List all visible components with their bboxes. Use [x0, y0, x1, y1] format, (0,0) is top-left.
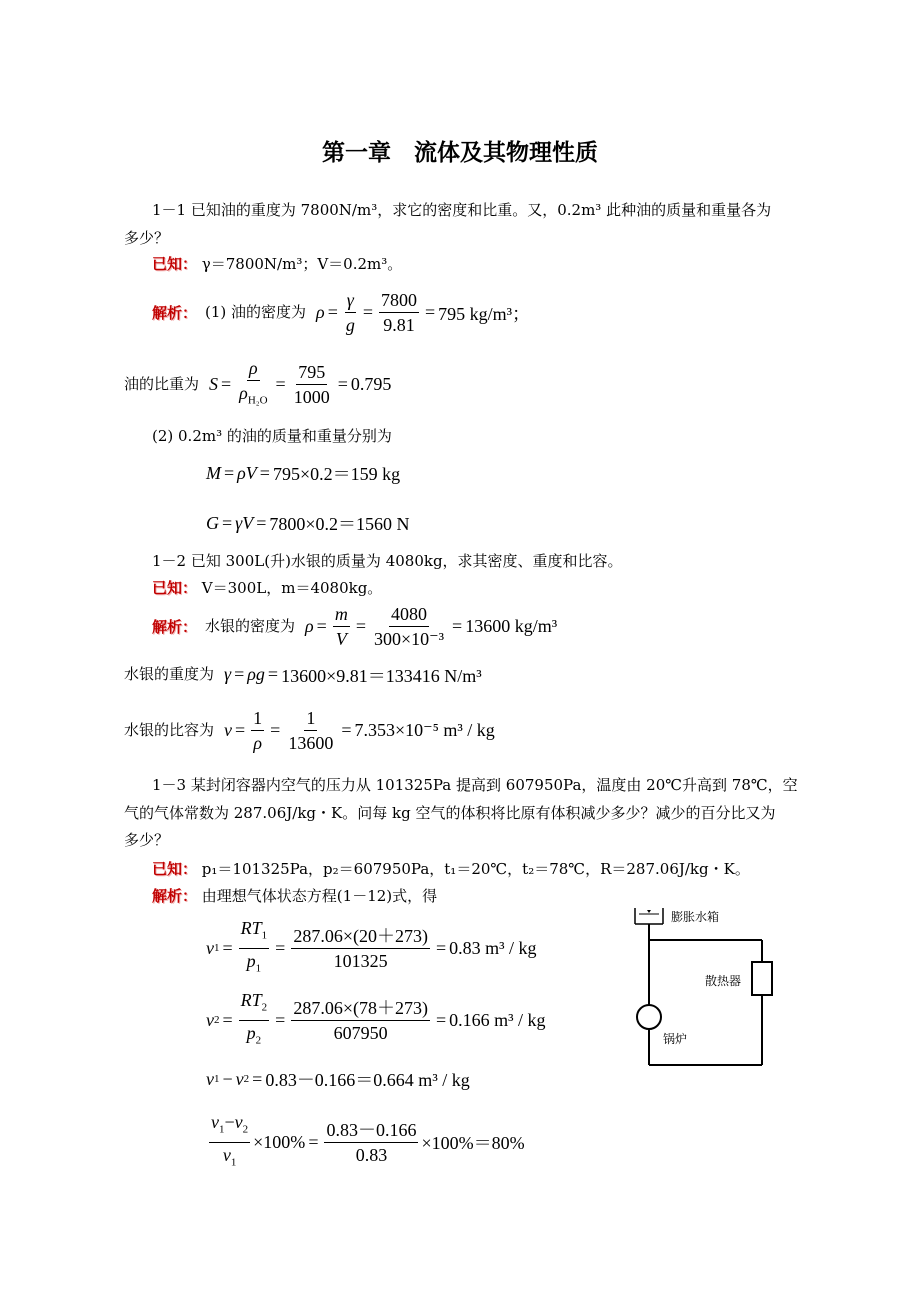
hg-weight-text: 水银的重度为 [124, 665, 215, 683]
radiator-label: 散热器 [705, 974, 742, 988]
hg-density-text: 水银的密度为 [205, 617, 296, 635]
hg-weight-eq: 13600×9.81＝133416 N/m³ [281, 665, 482, 686]
diff-eq: 0.83－0.166＝0.664 m³ / kg [265, 1070, 470, 1090]
hg-density-result: 13600 kg/m³ [465, 616, 558, 636]
solution-label: 解析： [152, 618, 198, 636]
pct-result: ×100%＝80% [421, 1133, 525, 1154]
sg-den: 1000 [293, 386, 330, 407]
hg-specvol-text: 水银的比容为 [124, 721, 215, 739]
v2-formula: v 2 = $\frac{RT_2}{p_2}$ = $\frac{287.06\times(78+273)}{607950}$ = 0.166 m³ / kg [206, 990, 546, 1047]
hg-weight [124, 660, 482, 689]
problem-1-3-line1: 1－3 某封闭容器内空气的压力从 101325Pa 提高到 607950Pa，温度由 20℃升高到 78℃，空 [152, 776, 798, 794]
specific-gravity [124, 358, 391, 411]
expansion-tank-icon [635, 908, 663, 924]
known-label: 已知： [152, 579, 198, 597]
hg-specvol-formula: v = $\frac{1}{\rho}$ = $\frac{1}{13600}$ = 7.353×10⁻⁵ m³ / kg [224, 708, 495, 753]
weight-formula: G = γV = 7800×0.2＝1560 N [206, 510, 410, 536]
hg-specvol-result: 7.353×10⁻⁵ m³ / kg [354, 720, 495, 740]
sg-formula: S = $\frac{\rho}{\rho_{H_2O}}$ = $\frac{795}{1000}$ = 0.795 [209, 358, 392, 407]
pct-den: 0.83 [355, 1144, 388, 1165]
problem-1-3-line3: 多少？ [124, 831, 170, 849]
solution-label: 解析： [152, 304, 198, 322]
diff-formula: v 1 − v 2 = 0.83－0.166＝0.664 m³ / kg [206, 1066, 470, 1092]
v1-formula: v 1 = $\frac{RT_1}{p_1}$ = $\frac{287.06\times(20+273)}{101325}$ = 0.83 m³ / kg [206, 918, 537, 975]
known-1-3-value: p₁＝101325Pa，p₂＝607950Pa，t₁＝20℃，t₂＝78℃，R＝287.06J/kg・K。 [201, 860, 750, 878]
pct-formula: $\frac{v_1-v_2}{v_1}$ ×100% = $\frac{0.83-0.166}{0.83}$ ×100%＝80% [211, 1112, 525, 1169]
solution-1-2-density [152, 604, 557, 649]
known-1-1 [152, 250, 402, 279]
mass-formula: M = ρV = 795×0.2＝159 kg [206, 460, 400, 486]
known-1-1-value: γ＝7800N/m³；V＝0.2m³。 [201, 255, 403, 273]
sg-num: 795 [296, 362, 327, 385]
solution-1-3 [152, 882, 437, 911]
known-label: 已知： [152, 255, 198, 273]
known-1-3 [152, 855, 750, 884]
v2-result: 0.166 m³ / kg [449, 1009, 546, 1030]
known-label: 已知： [152, 860, 198, 878]
v1-result: 0.83 m³ / kg [449, 937, 537, 958]
part2-text: (2) 0.2m³ 的油的质量和重量分别为 [152, 427, 392, 445]
known-1-2 [152, 574, 382, 603]
pct-num: 0.83－0.166 [324, 1120, 418, 1143]
density-num: 7800 [379, 290, 419, 313]
heating-system-diagram [625, 900, 785, 1079]
v2-num: 287.06×(78＋273) [291, 998, 430, 1021]
chapter-title: 第一章 流体及其物理性质 [322, 140, 598, 166]
density-den: 9.81 [383, 315, 415, 335]
density-result: 795 kg/m³； [438, 303, 531, 324]
solution-1-3-text: 由理想气体状态方程(1－12)式，得 [201, 887, 438, 905]
density-text: (1) 油的密度为 [205, 303, 307, 321]
known-1-2-value: V＝300L，m＝4080kg。 [201, 579, 383, 597]
density-formula: ρ = $\frac{\gamma}{g}$ = $\frac{7800}{9.81}$ = 795 kg/m³； [316, 290, 531, 335]
boiler-icon [637, 1005, 661, 1029]
solution-label: 解析： [152, 887, 198, 905]
hg-density-num: 4080 [389, 604, 429, 627]
boiler-label: 锅炉 [663, 1032, 688, 1046]
tank-label: 膨胀水箱 [671, 910, 720, 924]
hg-density-formula: ρ = $\frac{m}{V}$ = $\frac{4080}{\text{300×10⁻³}}$ = 13600 kg/m³ [305, 604, 558, 649]
problem-1-2: 1－2 已知 300L(升)水银的质量为 4080kg，求其密度、重度和比容。 [152, 552, 623, 570]
mass-eq: 795×0.2＝159 kg [272, 464, 401, 484]
problem-1-3-line2: 气的气体常数为 287.06J/kg・K。问每 kg 空气的体积将比原有体积减少多少？减少的百分比又为 [124, 804, 776, 822]
solution-1-1-density [152, 290, 530, 335]
sg-text: 油的比重为 [124, 374, 200, 393]
problem-1-1-line1: 1－1 已知油的重度为 7800N/m³，求它的密度和比重。又，0.2m³ 此种油的质量和重量各为 [152, 201, 772, 219]
problem-1-1-line2: 多少？ [124, 229, 170, 247]
weight-eq: 7800×0.2＝1560 N [269, 514, 410, 534]
v1-den: 101325 [333, 950, 388, 971]
v1-num: 287.06×(20＋273) [291, 926, 430, 949]
hg-density-den: 300×10⁻³ [373, 629, 445, 649]
hg-weight-formula: γ = ρg = 13600×9.81＝133416 N/m³ [224, 662, 482, 688]
hg-specvol [124, 708, 495, 753]
hg-specvol-den: 13600 [288, 733, 334, 753]
radiator-icon [752, 962, 772, 995]
sg-result: 0.795 [350, 373, 392, 394]
v2-den: 607950 [333, 1022, 388, 1043]
